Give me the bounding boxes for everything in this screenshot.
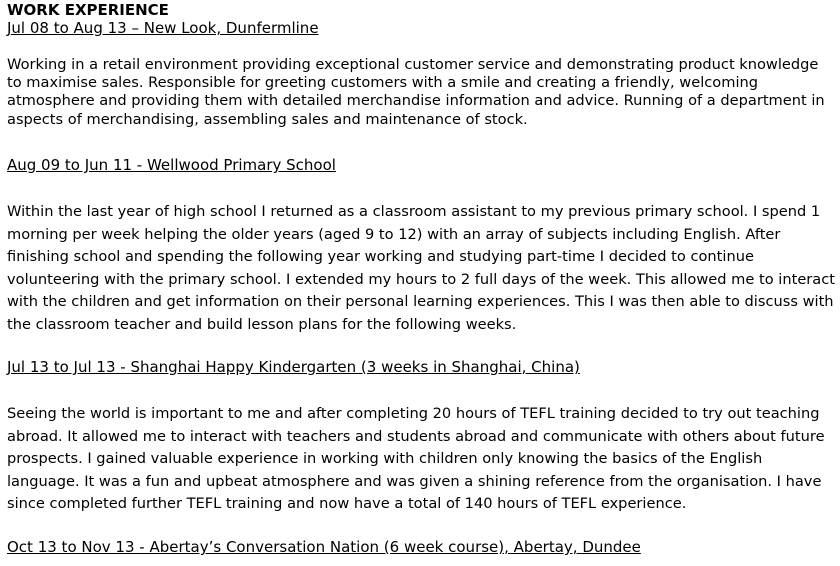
job-title-abertay: Oct 13 to Nov 13 - Abertay’s Conversation Nation (6 week course), Abertay, Dundee	[7, 538, 641, 556]
job-description-new-look: Working in a retail environment providing exceptional customer service and demonstrating product knowledge to maximise sales. Responsible for greeting customers with a smile and creating a friendly, welcoming atmosphere and providing them with detailed merchandise information and advice. Running of a department in aspects of merchandising, assembling sales and maintenance of stock.	[7, 56, 825, 128]
job-title-shanghai: Jul 13 to Jul 13 - Shanghai Happy Kindergarten (3 weeks in Shanghai, China)	[7, 358, 580, 376]
job-description-shanghai: Seeing the world is important to me and after completing 20 hours of TEFL training decided to try out teaching abroad. It allowed me to interact with teachers and students abroad and communicate with others about future prospects. I gained valuable experience in working with children only knowing the basics of the English language. It was a fun and upbeat atmosphere and was given a shining reference from the organisation. I have since completed further TEFL training and now have a total of 140 hours of TEFL experience.	[7, 405, 825, 512]
section-heading: WORK EXPERIENCE	[7, 1, 169, 19]
job-title-new-look: Jul 08 to Aug 13 – New Look, Dunfermline	[7, 19, 319, 37]
job-description-wellwood: Within the last year of high school I returned as a classroom assistant to my previous primary school. I spend 1 morning per week helping the older years (aged 9 to 12) with an array of subjects including English. After finishing school and spending the following year working and studying part-time I decided to continue volunteering with the primary school. I extended my hours to 2 full days of the week. This allowed me to interact with the children and get information on their personal learning experiences. This I was then able to discuss with the classroom teacher and build lesson plans for the following weeks.	[7, 203, 835, 333]
job-title-wellwood: Aug 09 to Jun 11 - Wellwood Primary School	[7, 156, 336, 174]
